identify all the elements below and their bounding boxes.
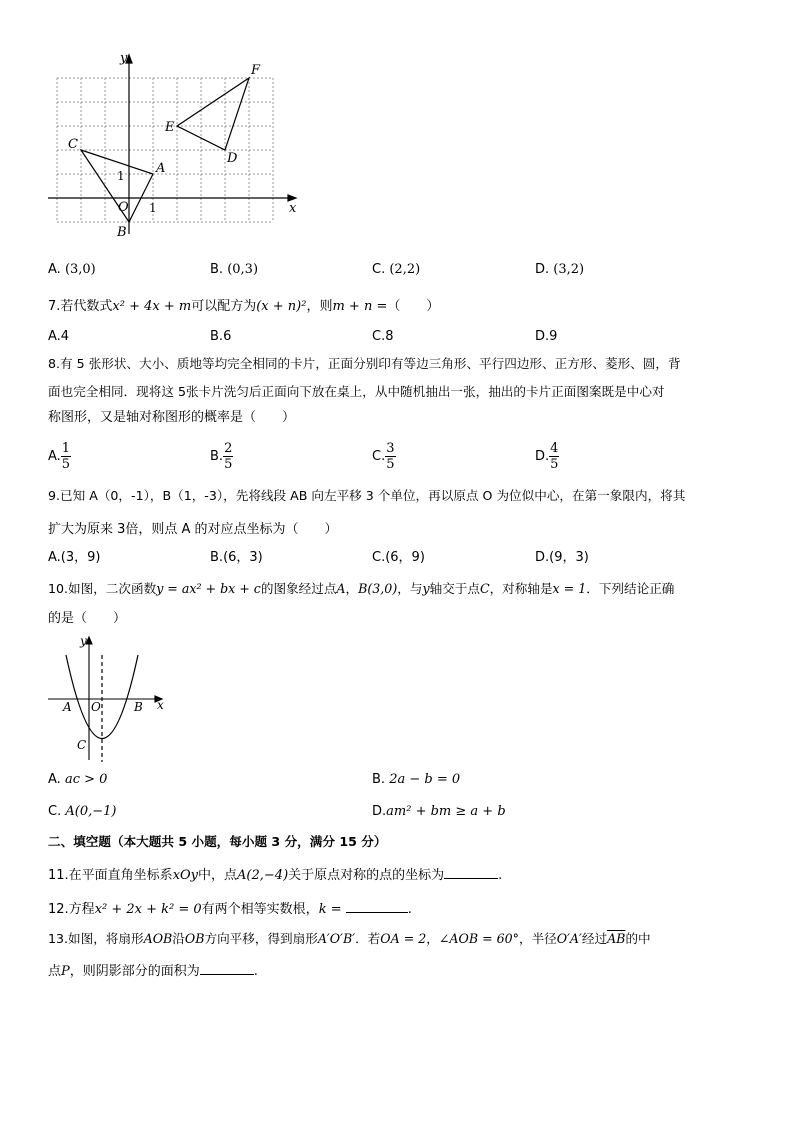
q9-option-a[interactable]: A.(3，9) (48, 550, 101, 565)
q8-line2: 面也完全相同．现将这 5张卡片洗匀后正面向下放在桌上，从中随机抽出一张，抽出的卡片正面图案既是中心对 (48, 384, 665, 399)
q12: 12.方程x² + 2x + k² = 0有两个相等实数根，k = . (48, 898, 412, 919)
point-b-label: B (117, 225, 127, 240)
q6-option-b[interactable]: B. (0,3) (210, 262, 259, 277)
grid-lines (57, 78, 273, 222)
q10-line2: 的是（ ） (48, 611, 127, 626)
point-f-label: F (251, 63, 261, 78)
q7-stem: 7.若代数式x² + 4x + m可以配方为(x + n)²，则m + n =（ ） (48, 299, 440, 314)
q9-option-b[interactable]: B.(6，3) (210, 550, 263, 565)
triangle-def (177, 78, 249, 150)
axis-x-label: x (289, 201, 297, 216)
q10-option-b[interactable]: B. 2a − b = 0 (372, 772, 461, 787)
q9-option-d[interactable]: D.(9，3) (535, 550, 589, 565)
q13-answer-blank[interactable] (200, 960, 254, 975)
figure-grid-triangles (40, 48, 310, 258)
axes (48, 55, 296, 234)
q8-option-b[interactable]: B. $\frac{2}{5}$ (210, 441, 233, 472)
q10-option-c[interactable]: C. A(0,−1) (48, 804, 117, 819)
point-a-label: A (63, 700, 72, 714)
q9-line2: 扩大为原来 3倍，则点 A 的对应点坐标为（ ） (48, 522, 338, 537)
axis-y-label: y (80, 634, 87, 648)
q7-option-b[interactable]: B.6 (210, 329, 232, 344)
arc-ab: $\overline{AB}$ (607, 931, 626, 946)
point-d-label: D (227, 151, 238, 166)
q11: 11.在平面直角坐标系xOy中，点A(2,−4)关于原点对称的点的坐标为 . (48, 864, 502, 885)
q12-answer-blank[interactable] (346, 898, 408, 913)
q6-option-c[interactable]: C. (2,2) (372, 262, 421, 277)
q13-line1: 13.如图，将扇形AOB沿OB方向平移，得到扇形A′O′B′．若OA = 2，∠AOB = 60°，半径O′A′经过$\overline{AB}$的中 (48, 931, 651, 946)
q7-option-d[interactable]: D.9 (535, 329, 558, 344)
q8-option-d[interactable]: D. $\frac{4}{5}$ (535, 441, 559, 472)
tick-x-label: 1 (149, 201, 157, 215)
q11-answer-blank[interactable] (444, 864, 498, 879)
q10-line1: 10.如图，二次函数y = ax² + bx + c的图象经过点A，B(3,0)，与y轴交于点C，对称轴是x = 1．下列结论正确 (48, 581, 675, 596)
axis-x-label: x (157, 698, 164, 712)
q6-option-d[interactable]: D. (3,2) (535, 262, 585, 277)
figure-parabola (44, 630, 170, 762)
axes (48, 637, 162, 760)
q9-line1: 9.已知 A（0，-1），B（1，-3），先将线段 AB 向左平移 3 个单位，再以原点 O 为位似中心，在第一象限内，将其 (48, 488, 686, 503)
origin-label: O (91, 700, 101, 714)
q8-line3: 称图形，又是轴对称图形的概率是（ ） (48, 410, 296, 425)
q9-option-c[interactable]: C.(6，9) (372, 550, 425, 565)
section-title: 二、填空题（本大题共 5 小题，每小题 3 分，满分 15 分） (48, 834, 387, 849)
triangle-abc (81, 150, 153, 222)
point-a-label: A (156, 161, 166, 176)
q8-option-a[interactable]: A. $\frac{1}{5}$ (48, 441, 71, 472)
q7-option-c[interactable]: C.8 (372, 329, 394, 344)
q6-option-a[interactable]: A. (3,0) (48, 262, 96, 277)
q7-option-a[interactable]: A.4 (48, 329, 70, 344)
point-c-label: C (77, 738, 87, 752)
q13-line2: 点P，则阴影部分的面积为 . (48, 960, 258, 981)
point-e-label: E (165, 120, 175, 135)
tick-y-label: 1 (117, 169, 125, 183)
point-c-label: C (68, 137, 78, 152)
point-b-label: B (134, 700, 143, 714)
axis-y-label: y (120, 51, 128, 66)
q10-option-d[interactable]: D.am² + bm ≥ a + b (372, 804, 506, 819)
q10-option-a[interactable]: A. ac > 0 (48, 772, 108, 787)
origin-label: O (118, 200, 129, 215)
q8-option-c[interactable]: C. $\frac{3}{5}$ (372, 441, 395, 472)
q8-line1: 8.有 5 张形状、大小、质地等均完全相同的卡片，正面分别印有等边三角形、平行四边形、正方形、菱形、圆，背 (48, 356, 681, 371)
